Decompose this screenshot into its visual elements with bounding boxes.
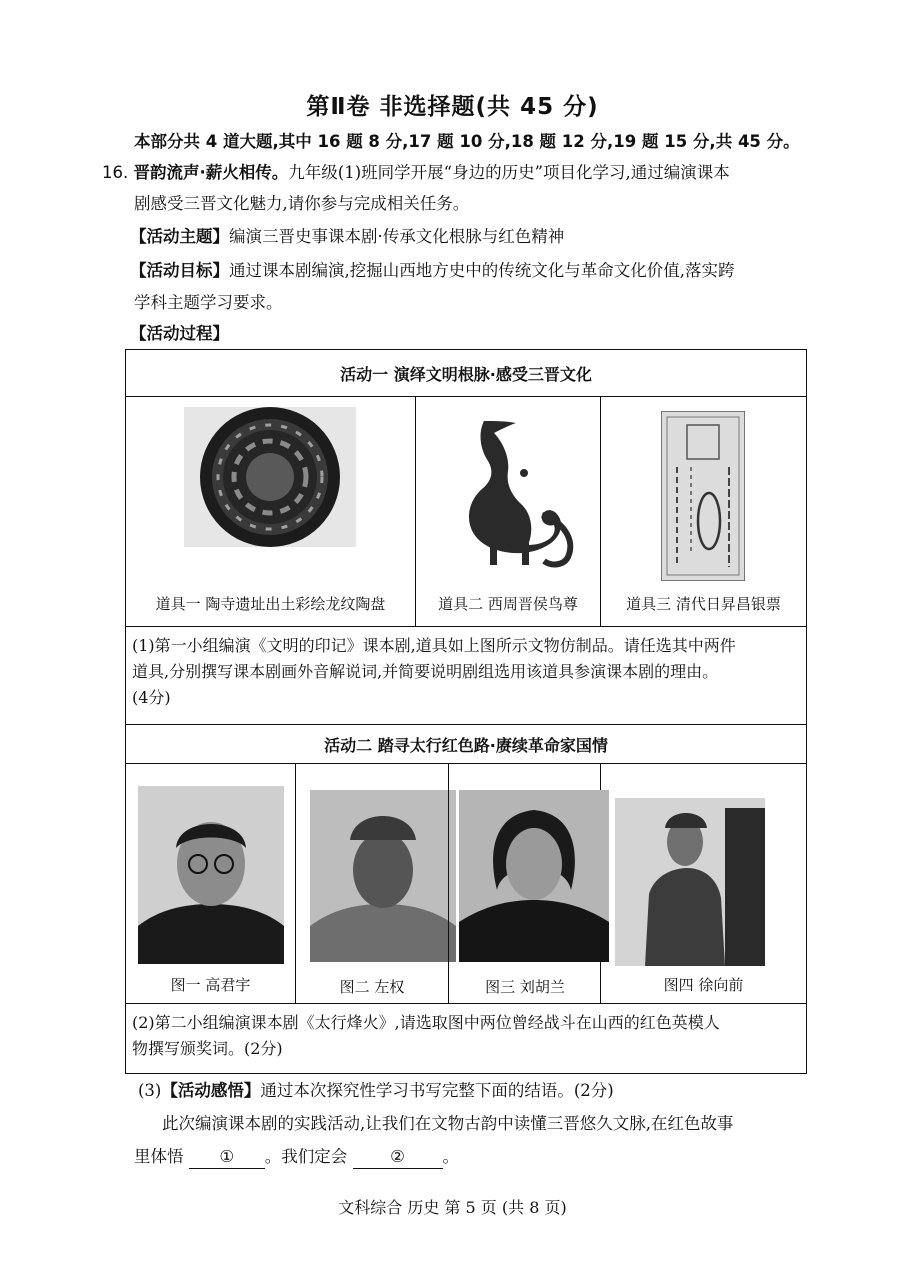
blank-prefix: 里体悟 xyxy=(134,1147,184,1166)
activity-goal xyxy=(130,260,735,282)
blank-suffix: 。 xyxy=(442,1147,459,1166)
activity-2-question xyxy=(126,1004,807,1074)
portrait-zuo-quan xyxy=(310,790,456,962)
blank-middle: 。我们定会 xyxy=(264,1147,348,1166)
prop-1-cell xyxy=(126,397,416,627)
portrait-liu-hulan xyxy=(459,790,609,962)
question-2-line-2: 物撰写颁奖词。(2分) xyxy=(132,1039,283,1058)
answer-blank-2[interactable]: ② xyxy=(353,1146,443,1169)
question-3-label: 【活动感悟】 xyxy=(161,1081,261,1100)
activity-1-heading: 活动一 演绎文明根脉·感受三晋文化 xyxy=(126,350,807,397)
page-footer: 文科综合 历史 第 5 页 (共 8 页) xyxy=(338,1198,567,1217)
figure-1-cell xyxy=(126,764,296,1004)
question-lead: 晋韵流声·薪火相传。 xyxy=(133,163,289,182)
question-3-text: 通过本次探究性学习书写完整下面的结语。(2分) xyxy=(260,1081,614,1100)
goal-text: 通过课本剧编演,挖掘山西地方史中的传统文化与革命文化价值,落实跨 xyxy=(229,261,735,280)
activity-1-question xyxy=(126,627,807,725)
pottery-plate-image xyxy=(184,407,356,547)
prop-1-caption: 道具一 陶寺遗址出土彩绘龙纹陶盘 xyxy=(155,595,386,613)
activity-2-heading: 活动二 踏寻太行红色路·赓续革命家国情 xyxy=(126,725,807,764)
question-number: 16. xyxy=(102,163,129,182)
question-3-line-3 xyxy=(134,1146,459,1169)
figure-4-cell xyxy=(601,764,807,1004)
banknote-image xyxy=(661,411,745,581)
figure-1-caption: 图一 高君宇 xyxy=(170,976,251,994)
section-title: 第Ⅱ卷 非选择题(共 45 分) xyxy=(306,94,599,120)
portrait-xu-xiangqian xyxy=(615,798,765,966)
theme-label: 【活动主题】 xyxy=(130,227,229,246)
question-lead-rest: 九年级(1)班同学开展“身边的历史”项目化学习,通过编演课本 xyxy=(288,163,730,182)
question-2-line-1: (2)第二小组编演课本剧《太行烽火》,请选取图中两位曾经战斗在山西的红色英模人 xyxy=(132,1013,720,1032)
activity-table xyxy=(125,349,807,1074)
prop-2-cell xyxy=(416,397,601,627)
figure-3-cell xyxy=(448,764,601,1004)
portrait-gao-junyu xyxy=(138,786,284,964)
process-label: 【活动过程】 xyxy=(130,324,229,343)
question-16-line-2: 剧感受三晋文化魅力,请你参与完成相关任务。 xyxy=(134,194,470,213)
figure-3-caption: 图三 刘胡兰 xyxy=(485,978,565,996)
question-3-prefix: (3) xyxy=(138,1081,162,1100)
figure-4-caption: 图四 徐向前 xyxy=(663,976,744,994)
figure-2-cell xyxy=(296,764,448,1004)
theme-text: 编演三晋史事课本剧·传承文化根脉与红色精神 xyxy=(229,227,565,246)
prop-3-caption: 道具三 清代日昇昌银票 xyxy=(626,595,781,613)
prop-2-caption: 道具二 西周晋侯鸟尊 xyxy=(438,595,578,613)
question-16-line-1 xyxy=(102,162,730,184)
question-1-line-2: 道具,分别撰写课本剧画外音解说词,并简要说明剧组选用该道具参演课本剧的理由。 xyxy=(132,662,719,681)
answer-blank-1[interactable]: ① xyxy=(189,1146,265,1169)
question-1-line-3: (4分) xyxy=(132,688,171,707)
goal-text-2: 学科主题学习要求。 xyxy=(134,293,283,312)
bird-zun-image xyxy=(436,411,586,571)
question-3-line-2: 此次编演课本剧的实践活动,让我们在文物古韵中读懂三晋悠久文脉,在红色故事 xyxy=(162,1114,734,1133)
question-1-line-1: (1)第一小组编演《文明的印记》课本剧,道具如上图所示文物仿制品。请任选其中两件 xyxy=(132,636,736,655)
goal-label: 【活动目标】 xyxy=(130,261,229,280)
figure-2-3-cell xyxy=(296,764,601,1004)
question-3-line-1 xyxy=(138,1080,614,1102)
prop-3-cell xyxy=(601,397,807,627)
section-intro: 本部分共 4 道大题,其中 16 题 8 分,17 题 10 分,18 题 12 分,19 题 15 分,共 45 分。 xyxy=(134,132,800,151)
figure-2-caption: 图二 左权 xyxy=(339,978,405,996)
activity-theme xyxy=(130,226,564,248)
